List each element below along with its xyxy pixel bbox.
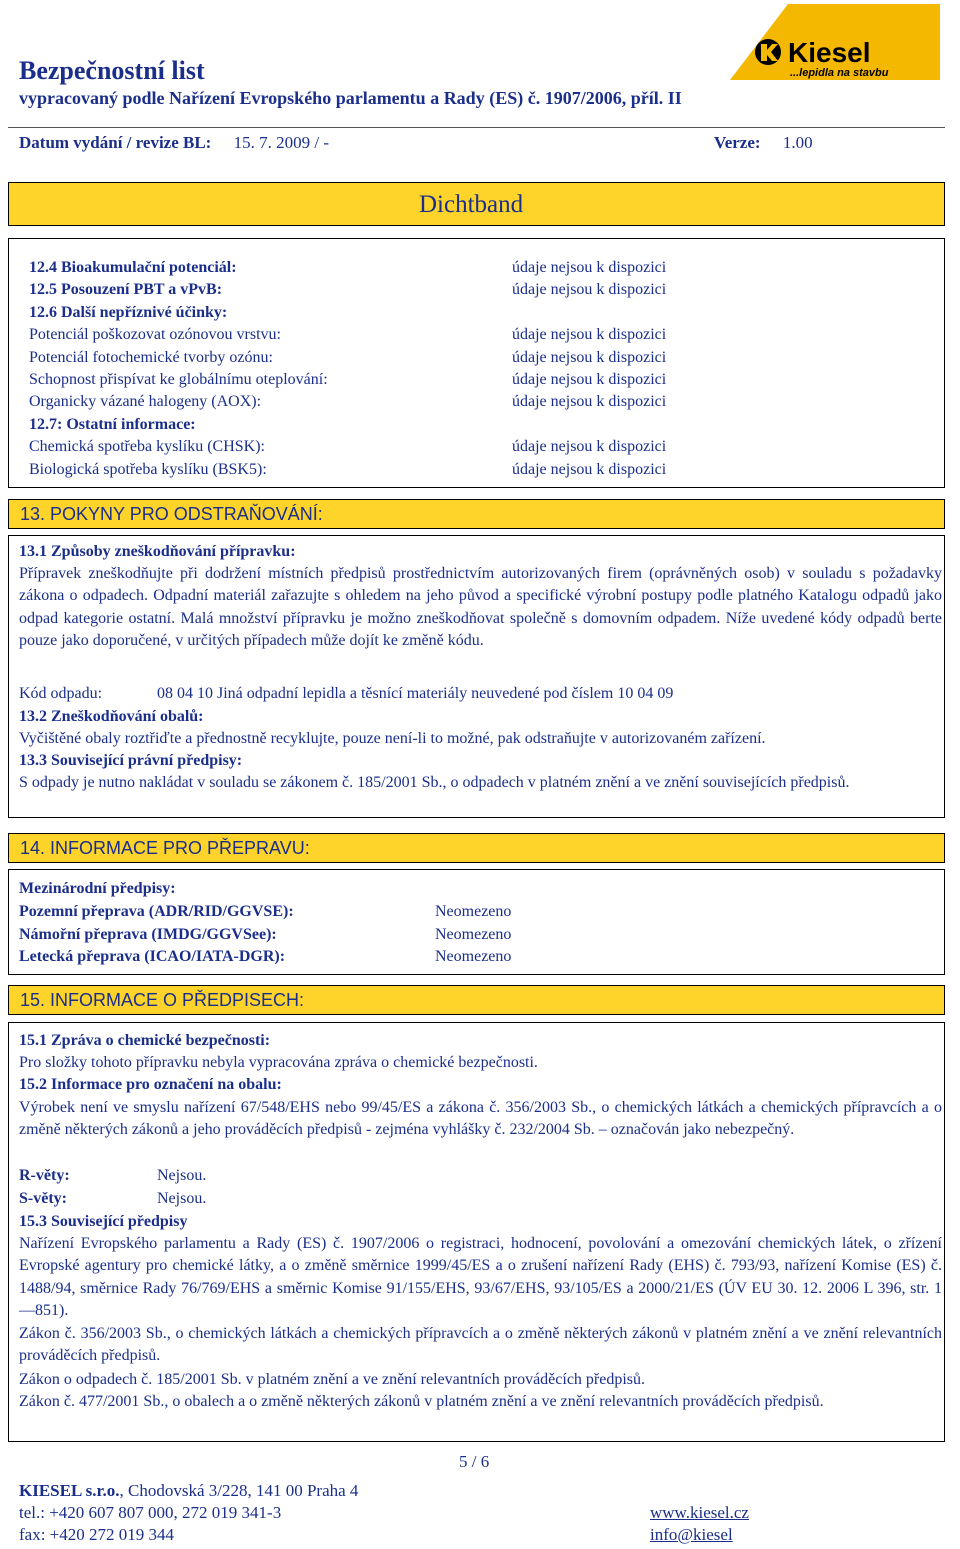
s13-1-text: Přípravek zneškodňujte při dodržení místních předpisů prostřednictvím autorizovaných firem (oprávněných osob) v souladu s požadavky zákona o odpadech. Odpadní materiál zařazujte s ohledem na jeho původ a specifické výrobní postupy podle platného Katalogu odpadů jako odpad kategorie ostatní. Malá množství přípravku je možno zneškodňovat společně s domovním odpadem. Níže uvedené kódy odpadů berte pouze jako doporučené, v určitých případech může dojít ke změně kódu.	[19, 565, 942, 650]
header-rule	[8, 127, 945, 128]
sec12-row-value: údaje nejsou k dispozici	[512, 460, 667, 478]
s13-2-title: 13.2 Zneškodňování obalů:	[19, 708, 204, 725]
s15-3-p2: Zákon č. 356/2003 Sb., o chemických látkách a chemických přípravcích a o změně některých zákonů v platném znění a ve znění relevantních prováděcích předpisů.	[19, 1325, 942, 1365]
r-phrases-value: Nejsou.	[157, 1167, 207, 1184]
version-value: 1.00	[782, 133, 813, 152]
s15-3-p3: Zákon o odpadech č. 185/2001 Sb. v platném znění a ve znění relevantních prováděcích předpisů.	[19, 1371, 646, 1388]
s13-3-title: 13.3 Související právní předpisy:	[19, 752, 243, 769]
s-phrases-value: Nejsou.	[157, 1190, 207, 1207]
company-address	[19, 1481, 358, 1501]
r-phrases-label: R-věty:	[19, 1167, 70, 1184]
issue-date-label: Datum vydání / revize BL:	[19, 133, 212, 152]
section-14-header	[8, 833, 945, 863]
s13-2-text: Vyčištěné obaly roztřiďte a přednostně recyklujte, pouze není-li to možné, pak odstraňujte v autorizovaném zařízení.	[19, 730, 766, 747]
transport-mode-label: Pozemní přeprava (ADR/RID/GGVSE):	[19, 903, 294, 920]
section-12-box	[8, 238, 945, 488]
issue-date	[19, 133, 329, 153]
sec12-row-label: 12.5 Posouzení PBT a vPvB:	[29, 281, 223, 299]
company-name: KIESEL s.r.o.	[19, 1481, 120, 1500]
kiesel-logo	[730, 4, 940, 80]
waste-code	[19, 683, 942, 705]
r-phrases	[19, 1165, 942, 1187]
s13-1-title: 13.1 Způsoby zneškodňování přípravku:	[19, 543, 296, 560]
sec12-row-label: 12.6 Další nepříznivé účinky:	[29, 303, 228, 321]
s-phrases	[19, 1188, 942, 1210]
sec12-row-value: údaje nejsou k dispozici	[512, 281, 667, 299]
email-link[interactable]: info@kiesel	[650, 1525, 733, 1544]
s15-2-title: 15.2 Informace pro označení na obalu:	[19, 1076, 282, 1093]
section-14-title: 14. INFORMACE PRO PŘEPRAVU:	[20, 838, 310, 858]
product-name: Dichtband	[419, 191, 524, 218]
address: , Chodovská 3/228, 141 00 Praha 4	[119, 1481, 359, 1500]
sec12-row-label: Chemická spotřeba kyslíku (CHSK):	[29, 438, 265, 456]
svg-text:Kiesel: Kiesel	[788, 37, 871, 68]
transport-mode-label: Námořní přeprava (IMDG/GGVSee):	[19, 925, 277, 943]
s15-3-p1: Nařízení Evropského parlamentu a Rady (ES) č. 1907/2006 o registraci, hodnocení, povolování a omezování chemických látek, o zřízení Evropské agentury pro chemické látky, a o změně směrnice 1999/45/ES a o zrušení nařízení Rady (EHS) č. 793/93, nařízení Komise (ES) č. 1488/94, směrnice Rady 76/769/EHS a směrnic Komise 91/155/EHS, 93/67/EHS, 93/105/ES a 2000/21/ES (ÚV EU 30. 12. 2006 L 396, str. 1—851).	[19, 1235, 942, 1320]
sec12-row-value: údaje nejsou k dispozici	[512, 348, 667, 366]
sec12-row-label: 12.4 Bioakumulační potenciál:	[29, 259, 237, 276]
fax: fax: +420 272 019 344	[19, 1525, 175, 1544]
sec12-row-value: údaje nejsou k dispozici	[512, 259, 667, 276]
s15-1-title: 15.1 Zpráva o chemické bezpečnosti:	[19, 1032, 271, 1049]
svg-text:...lepidla na stavbu: ...lepidla na stavbu	[790, 67, 889, 79]
s15-3-title: 15.3 Související předpisy	[19, 1213, 188, 1230]
section-13-header	[8, 499, 945, 529]
version-label: Verze:	[714, 133, 761, 152]
s14-intro: Mezinárodní předpisy:	[19, 880, 176, 897]
s15-2-text: Výrobek není ve smyslu nařízení 67/548/EHS nebo 99/45/ES a zákona č. 356/2003 Sb., o chemických látkách a chemických přípravcích a o změně některých zákonů a jeho prováděcích předpisů - zejména vyhlášky č. 232/2004 Sb. – označován jako nebezpečný.	[19, 1099, 942, 1139]
transport-mode-value: Neomezeno	[435, 925, 512, 943]
sec12-row-value: údaje nejsou k dispozici	[512, 326, 667, 344]
section-15-title: 15. INFORMACE O PŘEDPISECH:	[20, 990, 305, 1010]
s15-1-text: Pro složky tohoto přípravku nebyla vypracována zpráva o chemické bezpečnosti.	[19, 1054, 538, 1071]
sec12-row-value: údaje nejsou k dispozici	[512, 393, 667, 411]
sec12-row-label: Organicky vázané halogeny (AOX):	[29, 393, 262, 411]
sec12-row-value: údaje nejsou k dispozici	[512, 371, 667, 388]
phone: tel.: +420 607 807 000, 272 019 341-3	[19, 1503, 282, 1522]
document-subtitle: vypracovaný podle Nařízení Evropského parlamentu a Rady (ES) č. 1907/2006, příl. II	[19, 88, 682, 108]
sec12-row-label: Schopnost přispívat ke globálnímu oteplování:	[29, 371, 328, 388]
version	[714, 133, 813, 153]
sec12-row-label: Potenciál fotochemické tvorby ozónu:	[29, 348, 273, 366]
waste-code-value: 08 04 10 Jiná odpadní lepidla a těsnící materiály neuvedené pod číslem 10 04 09	[157, 685, 674, 702]
transport-mode-value: Neomezeno	[435, 948, 512, 965]
s-phrases-label: S-věty:	[19, 1190, 67, 1207]
waste-code-label: Kód odpadu:	[19, 685, 103, 702]
sec12-row-label: Potenciál poškozovat ozónovou vrstvu:	[29, 326, 281, 344]
document-title: Bezpečnostní list	[19, 56, 205, 85]
website-link[interactable]: www.kiesel.cz	[650, 1503, 749, 1522]
s13-3-text: S odpady je nutno nakládat v souladu se zákonem č. 185/2001 Sb., o odpadech v platném znění a ve znění souvisejících předpisů.	[19, 774, 850, 791]
product-banner	[8, 182, 945, 226]
issue-date-value: 15. 7. 2009 / -	[233, 133, 329, 152]
s15-3-p4: Zákon č. 477/2001 Sb., o obalech a o změně některých zákonů v platném znění a ve znění relevantních prováděcích předpisů.	[19, 1393, 824, 1410]
transport-mode-label: Letecká přeprava (ICAO/IATA-DGR):	[19, 948, 286, 965]
section-13-title: 13. POKYNY PRO ODSTRAŇOVÁNÍ:	[20, 504, 323, 524]
sec12-row-label: 12.7: Ostatní informace:	[29, 415, 196, 433]
transport-mode-value: Neomezeno	[435, 903, 512, 920]
sec12-row-label: Biologická spotřeba kyslíku (BSK5):	[29, 460, 267, 478]
section-15-header	[8, 985, 945, 1015]
page-number: 5 / 6	[459, 1452, 490, 1471]
sec12-row-value: údaje nejsou k dispozici	[512, 438, 667, 456]
